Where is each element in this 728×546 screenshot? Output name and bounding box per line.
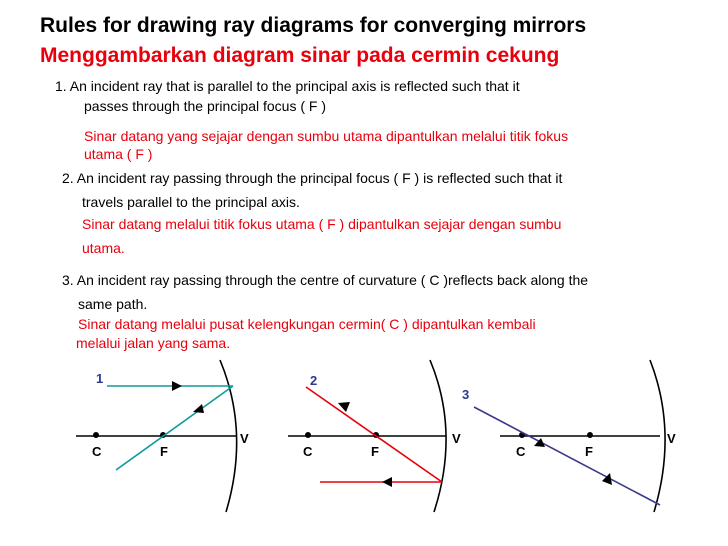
- diagram-1: [76, 360, 249, 512]
- point-c-2: [305, 432, 311, 438]
- label-f-1: F: [160, 444, 168, 459]
- rule-1-malay-line-1: Sinar datang yang sejajar dengan sumbu utama dipantulkan melalui titik fokus: [84, 128, 569, 144]
- rule-3-english-line-1: 3. An incident ray passing through the centre of curvature ( C )reflects back along the: [62, 272, 589, 288]
- arrow-incident-1: [172, 381, 182, 391]
- incident-ray-2: [306, 387, 442, 482]
- diagram-3: [462, 360, 676, 512]
- rule-2-malay-line-1: Sinar datang melalui titik fokus utama ( F ) dipantulkan sejajar dengan sumbu: [82, 216, 562, 232]
- rule-3-malay-line-1: Sinar datang melalui pusat kelengkungan cermin( C ) dipantulkan kembali: [78, 316, 536, 332]
- arrow-reflected-1: [193, 404, 204, 413]
- label-c-3: C: [516, 444, 526, 459]
- reflected-ray-1: [116, 386, 233, 470]
- rule-1-english-line-1: 1. An incident ray that is parallel to the principal axis is reflected such that it: [55, 78, 520, 94]
- rule-3-english-line-2: same path.: [78, 296, 148, 312]
- rule-3-malay-line-2: melalui jalan yang sama.: [76, 335, 231, 351]
- diagram-number-3: 3: [462, 387, 470, 402]
- incident-reflected-ray-3: [474, 407, 660, 505]
- label-c-1: C: [92, 444, 102, 459]
- diagram-number-1: 1: [96, 371, 104, 386]
- title-english: Rules for drawing ray diagrams for converging mirrors: [40, 14, 587, 37]
- rule-1-english-line-2: passes through the principal focus ( F ): [84, 98, 327, 114]
- label-f-2: F: [371, 444, 379, 459]
- rule-2-english-line-1: 2. An incident ray passing through the principal focus ( F ) is reflected such that it: [62, 170, 563, 186]
- label-v-1: V: [240, 431, 249, 446]
- title-malay: Menggambarkan diagram sinar pada cermin cekung: [40, 44, 560, 67]
- label-c-2: C: [303, 444, 313, 459]
- point-c-1: [93, 432, 99, 438]
- rule-1-malay-line-2: utama ( F ): [84, 146, 153, 162]
- rule-2-malay-line-2: utama.: [82, 240, 125, 256]
- rule-2-english-line-2: travels parallel to the principal axis.: [82, 194, 300, 210]
- diagram-number-2: 2: [310, 373, 318, 388]
- label-v-2: V: [452, 431, 461, 446]
- arrow-reflected-2: [382, 477, 392, 487]
- diagram-2: [288, 360, 461, 512]
- label-f-3: F: [585, 444, 593, 459]
- point-f-3: [587, 432, 593, 438]
- label-v-3: V: [667, 431, 676, 446]
